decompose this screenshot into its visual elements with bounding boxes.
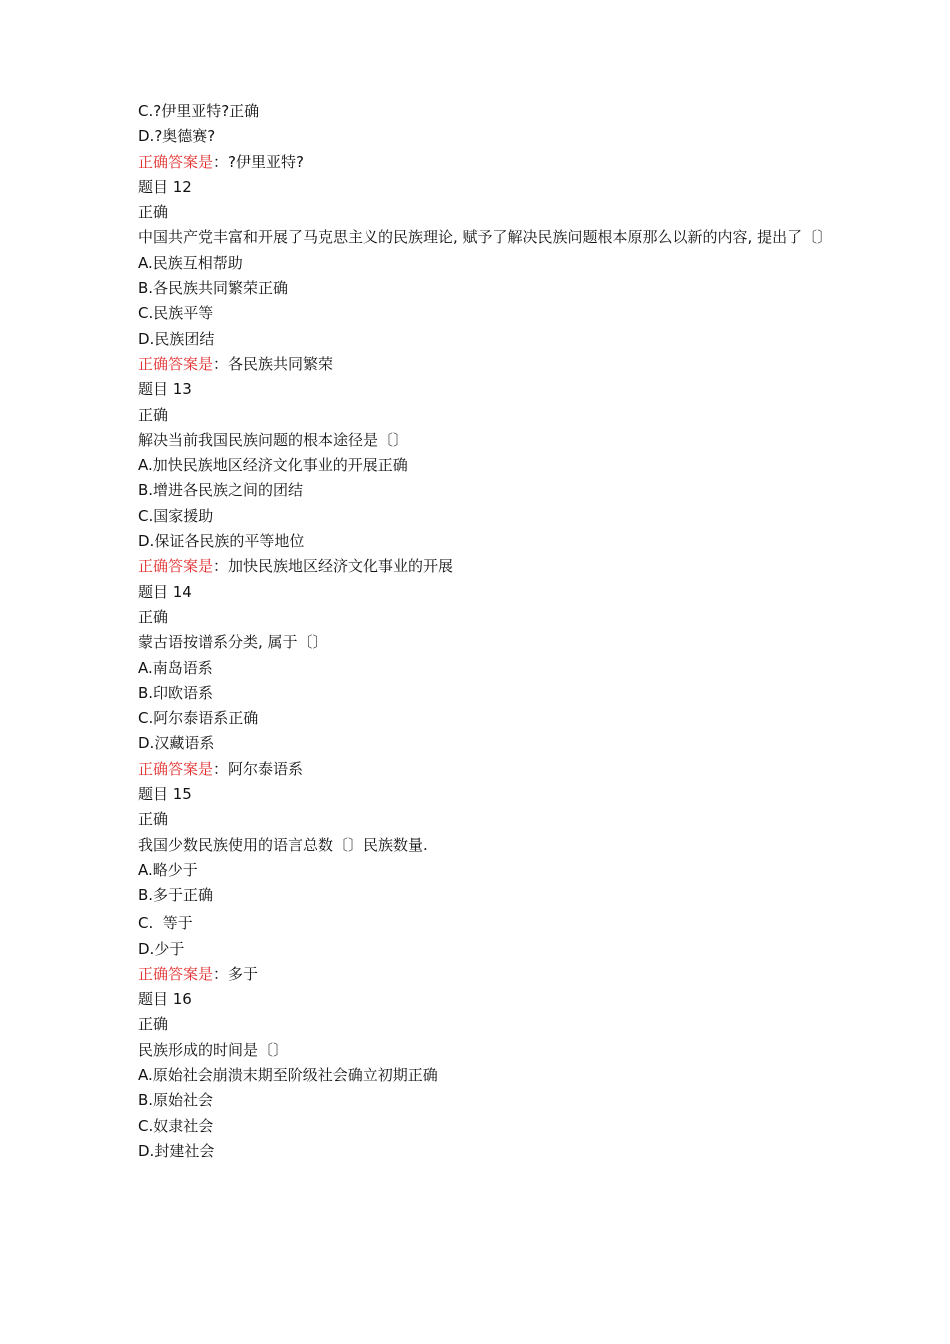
answer-label: 正确答案是 xyxy=(138,964,214,983)
answer-label: 正确答案是 xyxy=(138,152,214,171)
answer-line xyxy=(138,962,828,987)
option-b: B.印欧语系 xyxy=(138,683,214,702)
option-c: C.奴隶社会 xyxy=(138,1116,214,1135)
option-c: C.阿尔泰语系正确 xyxy=(138,709,259,728)
option-d: D.封建社会 xyxy=(138,1141,215,1160)
answer-label: 正确答案是 xyxy=(138,354,214,373)
option-a: A.南岛语系 xyxy=(138,658,213,677)
question-title: 题目 15 xyxy=(138,785,192,804)
option-a: A.略少于 xyxy=(138,860,198,879)
option-d: D.民族团结 xyxy=(138,329,215,348)
option-b: B.增进各民族之间的团结 xyxy=(138,481,304,500)
question-text: 蒙古语按谱系分类, 属于〔〕 xyxy=(138,633,328,652)
answer-value: ：多于 xyxy=(213,964,259,983)
answer-value: ：阿尔泰语系 xyxy=(213,759,304,778)
question-title: 题目 13 xyxy=(138,380,192,399)
option-b: B.多于正确 xyxy=(138,886,214,905)
option-b: B.原始社会 xyxy=(138,1091,214,1110)
option-a: A.加快民族地区经济文化事业的开展正确 xyxy=(138,456,408,475)
answer-value: ：?伊里亚特? xyxy=(213,152,304,171)
answer-line xyxy=(138,150,828,175)
answer-line xyxy=(138,554,828,579)
option-c: C. 等于 xyxy=(138,913,193,932)
answer-value: ：加快民族地区经济文化事业的开展 xyxy=(213,557,454,576)
answer-label: 正确答案是 xyxy=(138,557,214,576)
answer-label: 正确答案是 xyxy=(138,759,214,778)
question-status: 正确 xyxy=(138,203,169,222)
answer-line xyxy=(138,757,828,782)
question-text: 中国共产党丰富和开展了马克思主义的民族理论, 赋予了解决民族问题根本原那么以新的内容, 提出了〔〕 xyxy=(138,228,833,247)
option-b: B.各民族共同繁荣正确 xyxy=(138,279,289,298)
option-d: D.?奥德赛? xyxy=(138,127,216,146)
document-body xyxy=(138,99,833,1164)
option-a: A.民族互相帮助 xyxy=(138,253,243,272)
option-c: C.?伊里亚特?正确 xyxy=(138,102,260,120)
question-text: 民族形成的时间是〔〕 xyxy=(138,1040,289,1059)
question-status: 正确 xyxy=(138,1015,169,1034)
option-c: C.民族平等 xyxy=(138,304,214,323)
answer-line xyxy=(138,352,828,377)
option-a: A.原始社会崩溃末期至阶级社会确立初期正确 xyxy=(138,1065,438,1084)
question-title: 题目 12 xyxy=(138,177,192,196)
question-text: 我国少数民族使用的语言总数〔〕民族数量. xyxy=(138,835,428,854)
option-c: C.国家援助 xyxy=(138,506,214,525)
question-title: 题目 14 xyxy=(138,582,192,601)
option-d: D.少于 xyxy=(138,939,185,958)
question-status: 正确 xyxy=(138,810,169,829)
question-status: 正确 xyxy=(138,607,169,626)
question-text: 解决当前我国民族问题的根本途径是〔〕 xyxy=(138,430,409,449)
question-title: 题目 16 xyxy=(138,990,192,1009)
option-d: D.保证各民族的平等地位 xyxy=(138,532,305,551)
answer-value: ：各民族共同繁荣 xyxy=(213,354,334,373)
question-status: 正确 xyxy=(138,405,169,424)
option-d: D.汉藏语系 xyxy=(138,734,215,753)
